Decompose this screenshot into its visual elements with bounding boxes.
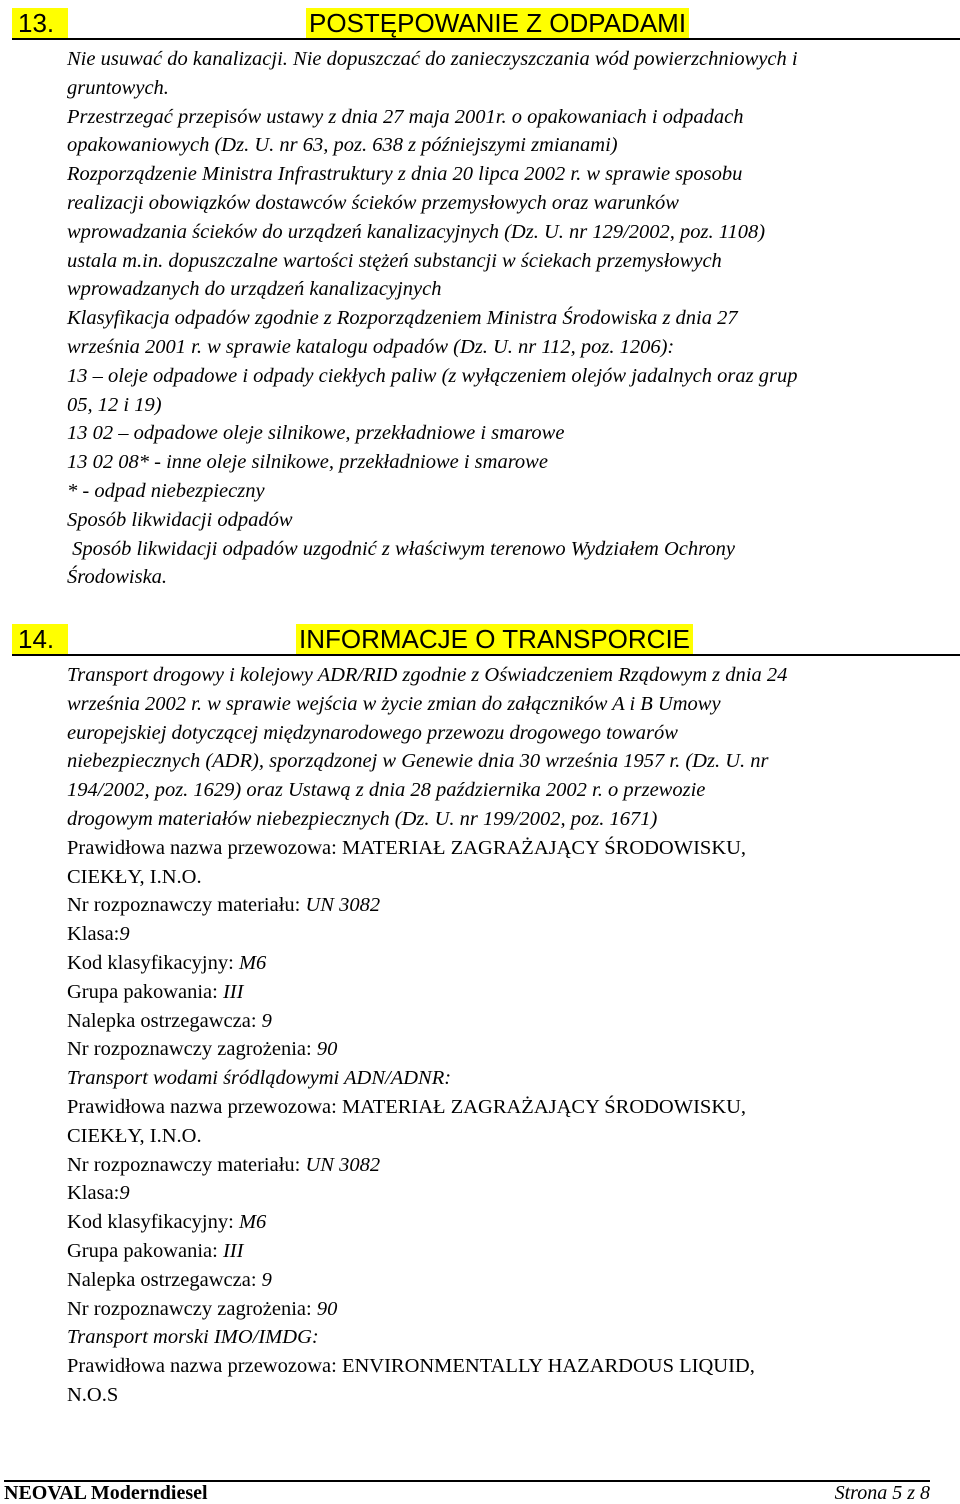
adr-sticker-row [67, 1007, 957, 1036]
adn-un-row [67, 1151, 957, 1180]
adr-name-row [67, 834, 957, 863]
section-13-body [67, 45, 957, 592]
adn-un-value: UN 3082 [305, 1153, 381, 1176]
adn-name-label: Prawidłowa nazwa przewozowa: [67, 1095, 337, 1118]
adn-name-value: MATERIAŁ ZAGRAŻAJĄCY ŚRODOWISKU, [341, 1095, 747, 1118]
adr-code-label: Kod klasyfikacyjny: [67, 951, 234, 974]
s13-line: Środowiska. [67, 566, 168, 589]
adn-sticker-row [67, 1266, 957, 1295]
adr-name-value2: CIEKŁY, I.N.O. [67, 865, 202, 888]
s13-line: Sposób likwidacji odpadów [67, 508, 293, 531]
s13-line: 13 02 – odpadowe oleje silnikowe, przekładniowe i smarowe [67, 422, 565, 445]
adr-class-label: Klasa: [67, 923, 120, 946]
adr-sticker-label: Nalepka ostrzegawcza: [67, 1009, 257, 1032]
s13-line: wprowadzanych do urządzeń kanalizacyjnych [67, 278, 442, 301]
page-footer [4, 1480, 930, 1502]
section-14-number: 14. [12, 624, 68, 654]
imo-name-value2: N.O.S [67, 1383, 119, 1406]
adr-code-value: M6 [238, 951, 267, 974]
adr-group-label: Grupa pakowania: [67, 980, 218, 1003]
adn-group-row [67, 1237, 957, 1266]
adr-code-row [67, 949, 957, 978]
s13-line: września 2001 r. w sprawie katalogu odpadów (Dz. U. nr 112, poz. 1206): [67, 335, 675, 358]
s13-line: Rozporządzenie Ministra Infrastruktury z dnia 20 lipca 2002 r. w sprawie sposobu [67, 163, 743, 186]
section-13-number: 13. [12, 8, 68, 38]
adn-hazard-row [67, 1295, 957, 1324]
adn-heading: Transport wodami śródlądowymi ADN/ADNR: [67, 1067, 452, 1090]
adn-sticker-label: Nalepka ostrzegawcza: [67, 1268, 257, 1291]
s13-line: opakowaniowych (Dz. U. nr 63, poz. 638 z późniejszymi zmianami) [67, 134, 618, 157]
adn-hazard-label: Nr rozpoznawczy zagrożenia: [67, 1297, 312, 1320]
adr-sticker-value: 9 [261, 1009, 272, 1032]
adn-sticker-value: 9 [261, 1268, 272, 1291]
adn-hazard-value: 90 [316, 1297, 338, 1320]
imo-name-value: ENVIRONMENTALLY HAZARDOUS LIQUID, [341, 1355, 755, 1378]
adr-group-row [67, 978, 957, 1007]
adr-name-label: Prawidłowa nazwa przewozowa: [67, 836, 337, 859]
intro-line: drogowym materiałów niebezpiecznych (Dz. U. nr 199/2002, poz. 1671) [67, 807, 658, 830]
s13-line: wprowadzania ścieków do urządzeń kanalizacyjnych (Dz. U. nr 129/2002, poz. 1108) [67, 220, 766, 243]
intro-line: września 2002 r. w sprawie wejścia w życie zmian do załączników A i B Umowy [67, 692, 721, 715]
section-14-title: INFORMACJE O TRANSPORCIE [296, 624, 693, 654]
adr-un-value: UN 3082 [305, 894, 381, 917]
section-13-header [12, 8, 960, 40]
imo-name-row [67, 1352, 957, 1381]
s13-line: 13 02 08* - inne oleje silnikowe, przekładniowe i smarowe [67, 451, 548, 474]
adr-hazard-label: Nr rozpoznawczy zagrożenia: [67, 1038, 312, 1061]
adr-class-value: 9 [119, 923, 130, 946]
adn-name-value2: CIEKŁY, I.N.O. [67, 1124, 202, 1147]
footer-product-name: NEOVAL Moderndiesel [4, 1482, 208, 1504]
adn-code-row [67, 1208, 957, 1237]
s13-line: 05, 12 i 19) [67, 393, 162, 416]
s13-line: gruntowych. [67, 76, 169, 99]
s13-line: 13 – oleje odpadowe i odpady ciekłych paliw (z wyłączeniem olejów jadalnych oraz grup [67, 364, 798, 387]
s13-line: Sposób likwidacji odpadów uzgodnić z właściwym terenowo Wydziałem Ochrony [67, 537, 735, 560]
s13-line: Klasyfikacja odpadów zgodnie z Rozporządzeniem Ministra Środowiska z dnia 27 [67, 307, 738, 330]
section-13-title: POSTĘPOWANIE Z ODPADAMI [306, 8, 689, 38]
adr-group-value: III [222, 980, 244, 1003]
imo-name-label: Prawidłowa nazwa przewozowa: [67, 1355, 337, 1378]
s13-line: ustala m.in. dopuszczalne wartości stężeń substancji w ściekach przemysłowych [67, 249, 722, 272]
intro-line: niebezpiecznych (ADR), sporządzonej w Genewie dnia 30 września 1957 r. (Dz. U. nr [67, 750, 769, 773]
section-14-header [12, 624, 960, 656]
adr-hazard-value: 90 [316, 1038, 338, 1061]
s13-line: realizacji obowiązków dostawców ścieków przemysłowych oraz warunków [67, 191, 679, 214]
transport-intro [67, 661, 957, 834]
footer-page-number: Strona 5 z 8 [834, 1482, 930, 1504]
imo-heading: Transport morski IMO/IMDG: [67, 1326, 319, 1349]
adn-name-row [67, 1093, 957, 1122]
intro-line: 194/2002, poz. 1629) oraz Ustawą z dnia 28 października 2002 r. o przewozie [67, 779, 706, 802]
adr-class-row [67, 920, 957, 949]
s13-line: Nie usuwać do kanalizacji. Nie dopuszczać do zanieczyszczania wód powierzchniowych i [67, 48, 798, 70]
adn-class-row [67, 1179, 957, 1208]
adn-group-value: III [222, 1239, 244, 1262]
adn-code-label: Kod klasyfikacyjny: [67, 1211, 234, 1234]
adr-un-row [67, 891, 957, 920]
adn-un-label: Nr rozpoznawczy materiału: [67, 1153, 301, 1176]
intro-line: europejskiej dotyczącej międzynarodowego przewozu drogowego towarów [67, 721, 678, 744]
adr-hazard-row [67, 1035, 957, 1064]
intro-line: Transport drogowy i kolejowy ADR/RID zgodnie z Oświadczeniem Rządowym z dnia 24 [67, 664, 788, 686]
adr-un-label: Nr rozpoznawczy materiału: [67, 894, 301, 917]
section-14-body [67, 661, 957, 1410]
adr-name-value: MATERIAŁ ZAGRAŻAJĄCY ŚRODOWISKU, [341, 836, 747, 859]
adn-class-label: Klasa: [67, 1182, 120, 1205]
s13-line: Przestrzegać przepisów ustawy z dnia 27 maja 2001r. o opakowaniach i odpadach [67, 105, 744, 128]
adn-code-value: M6 [238, 1211, 267, 1234]
adn-group-label: Grupa pakowania: [67, 1239, 218, 1262]
s13-line: * - odpad niebezpieczny [67, 479, 265, 502]
adn-class-value: 9 [119, 1182, 130, 1205]
